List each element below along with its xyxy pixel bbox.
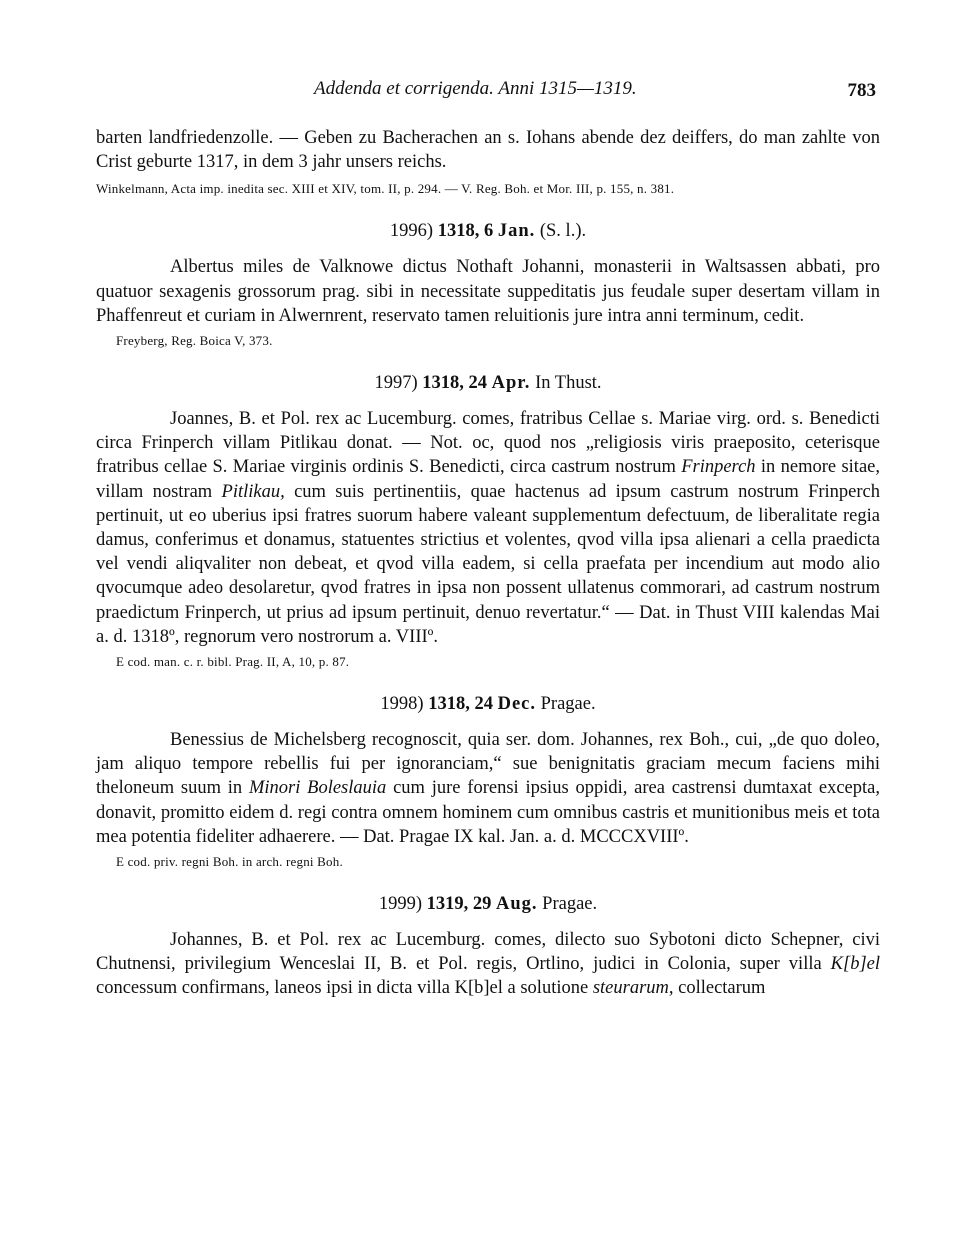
text-segment: Johannes, B. et Pol. rex ac Lucemburg. comes, dilecto suo Sybotoni dicto Schepner, civi Chutnensi, privilegium Wenceslai II, B. et Pol. regis, Ortlino, judici in Colonia, super villa xyxy=(96,930,880,975)
entry-month: Dec. xyxy=(497,694,536,715)
entry-month: Apr. xyxy=(491,373,531,394)
running-title: Addenda et corrigenda. Anni 1315—1319. xyxy=(314,78,637,99)
entry-month: Jan. xyxy=(497,221,536,242)
entry-place: Pragae. xyxy=(542,894,598,915)
source-note-1996: Freyberg, Reg. Boica V, 373. xyxy=(116,333,273,349)
text-segment: concessum confirmans, laneos ipsi in dicta villa K[b]el a solutione xyxy=(96,978,589,999)
source-note: Winkelmann, Acta imp. inedita sec. XIII et XIV, tom. II, p. 294. — V. Reg. Boh. et Mor. III, p. 155, n. 381. xyxy=(96,181,675,197)
text-segment: in nemore sitae, villam nostram xyxy=(96,457,880,502)
entry-text-1999 xyxy=(96,928,880,1001)
entry-number: 1996) xyxy=(389,221,434,242)
entry-heading-1998 xyxy=(96,692,880,716)
entry-number: 1998) xyxy=(380,694,424,715)
italic-place-name: Frinperch xyxy=(681,457,756,478)
italic-place-name: Minori Boleslauia xyxy=(248,778,387,799)
entry-heading-1999 xyxy=(96,892,880,916)
entry-text-1998 xyxy=(96,728,880,849)
entry-place: In Thust. xyxy=(535,373,602,394)
text-segment: collectarum xyxy=(678,978,766,999)
entry-number: 1999) xyxy=(378,894,423,915)
entry-date: 1318, 24 xyxy=(428,694,493,715)
entry-number: 1997) xyxy=(374,373,418,394)
entry-month: Aug. xyxy=(496,894,538,915)
entry-heading-1997 xyxy=(96,371,880,395)
entry-heading-1996 xyxy=(96,219,880,243)
entry-date: 1318, 24 xyxy=(422,373,488,394)
page-header xyxy=(96,78,880,106)
source-note-1998: E cod. priv. regni Boh. in arch. regni Boh. xyxy=(116,854,343,870)
source-note-1997: E cod. man. c. r. bibl. Prag. II, A, 10, p. 87. xyxy=(116,654,350,670)
continued-paragraph: barten landfriedenzolle. — Geben zu Bacherachen an s. Iohans abende dez deiffers, do man zahlte von Crist geburte 1317, in dem 3 jahr unsers reichs. xyxy=(96,128,880,173)
entry-place: Pragae. xyxy=(540,694,596,715)
page-body xyxy=(96,126,880,1001)
entry-date: 1318, 6 xyxy=(437,221,494,242)
text-segment: cum jure forensi ipsius oppidi, area castrensi dumtaxat excepta, donavit, promitto eidem d. regi contra omnem hominem cum omnibus castris et munitionibus meis et tota mea potentia fideliter adhaerere. — Dat. Pragae IX kal. Jan. a. d. MCCCXVIIIº. xyxy=(96,778,880,847)
text-segment: Joannes, B. et Pol. rex ac Lucemburg. comes, fratribus Cellae s. Mariae virg. ord. s. Benedicti circa Frinperch villam Pitlikau donat. — Not. oc, quod nos „religiosis viris praeposito, ceterisque fratribus cellae S. Mariae virginis ordinis S. Benedicti, circa castrum nostrum xyxy=(96,409,880,478)
entry-text-1997 xyxy=(96,407,880,649)
page-number: 783 xyxy=(847,80,876,101)
italic-term: steurarum, xyxy=(592,978,674,999)
italic-place-name: Pitlikau, xyxy=(221,481,285,502)
text-segment: cum suis pertinentiis, quae hactenus ad ipsum castrum nostrum Frinperch pertinuit, ut eo uberius ipsi fratres suorum habere valeant supplementum defectuum, de liberalitate regia damus, conferimus et donamus, statuentes strictius et volentes, qvod villa ipsa alienari a cella praedicta vel vendi aliqvaliter non debeat, et qvod villa eadem, si cella praefata per incendium aut modo alio qvocumque adeo desolaretur, qvod fratres in ipsa non possent ullatenus commorari, ad castrum nostrum praedictum Frinperch, ut prius ad ipsum pertinuit, denuo revertatur.“ — Dat. in Thust VIII kalendas Mai a. d. 1318º, regnorum vero nostrorum a. VIIIº. xyxy=(96,481,881,647)
entry-text-1996: Albertus miles de Valknowe dictus Nothaft Johanni, monasterii in Waltsassen abbati, pro quatuor sexagenis grossorum prag. sibi in necessitate suppeditatis jus feudale super desertam villam in Phaffenreut et curiam in Alwernrent, reservato tamen reluitionis jure intra anni terminum, cedit. xyxy=(96,257,880,326)
entry-date: 1319, 29 xyxy=(426,894,492,915)
text-segment: Benessius de Michelsberg recognoscit, quia ser. dom. Johannes, rex Boh., cui, „de quo doleo, jam aliquo tempore rebellis fui per ignoranciam,“ sue benignitatis graciam mecum faciens mihi theloneum suum in xyxy=(96,730,880,799)
entry-place: (S. l.). xyxy=(539,221,587,242)
italic-place-name: K[b]el xyxy=(830,954,880,975)
